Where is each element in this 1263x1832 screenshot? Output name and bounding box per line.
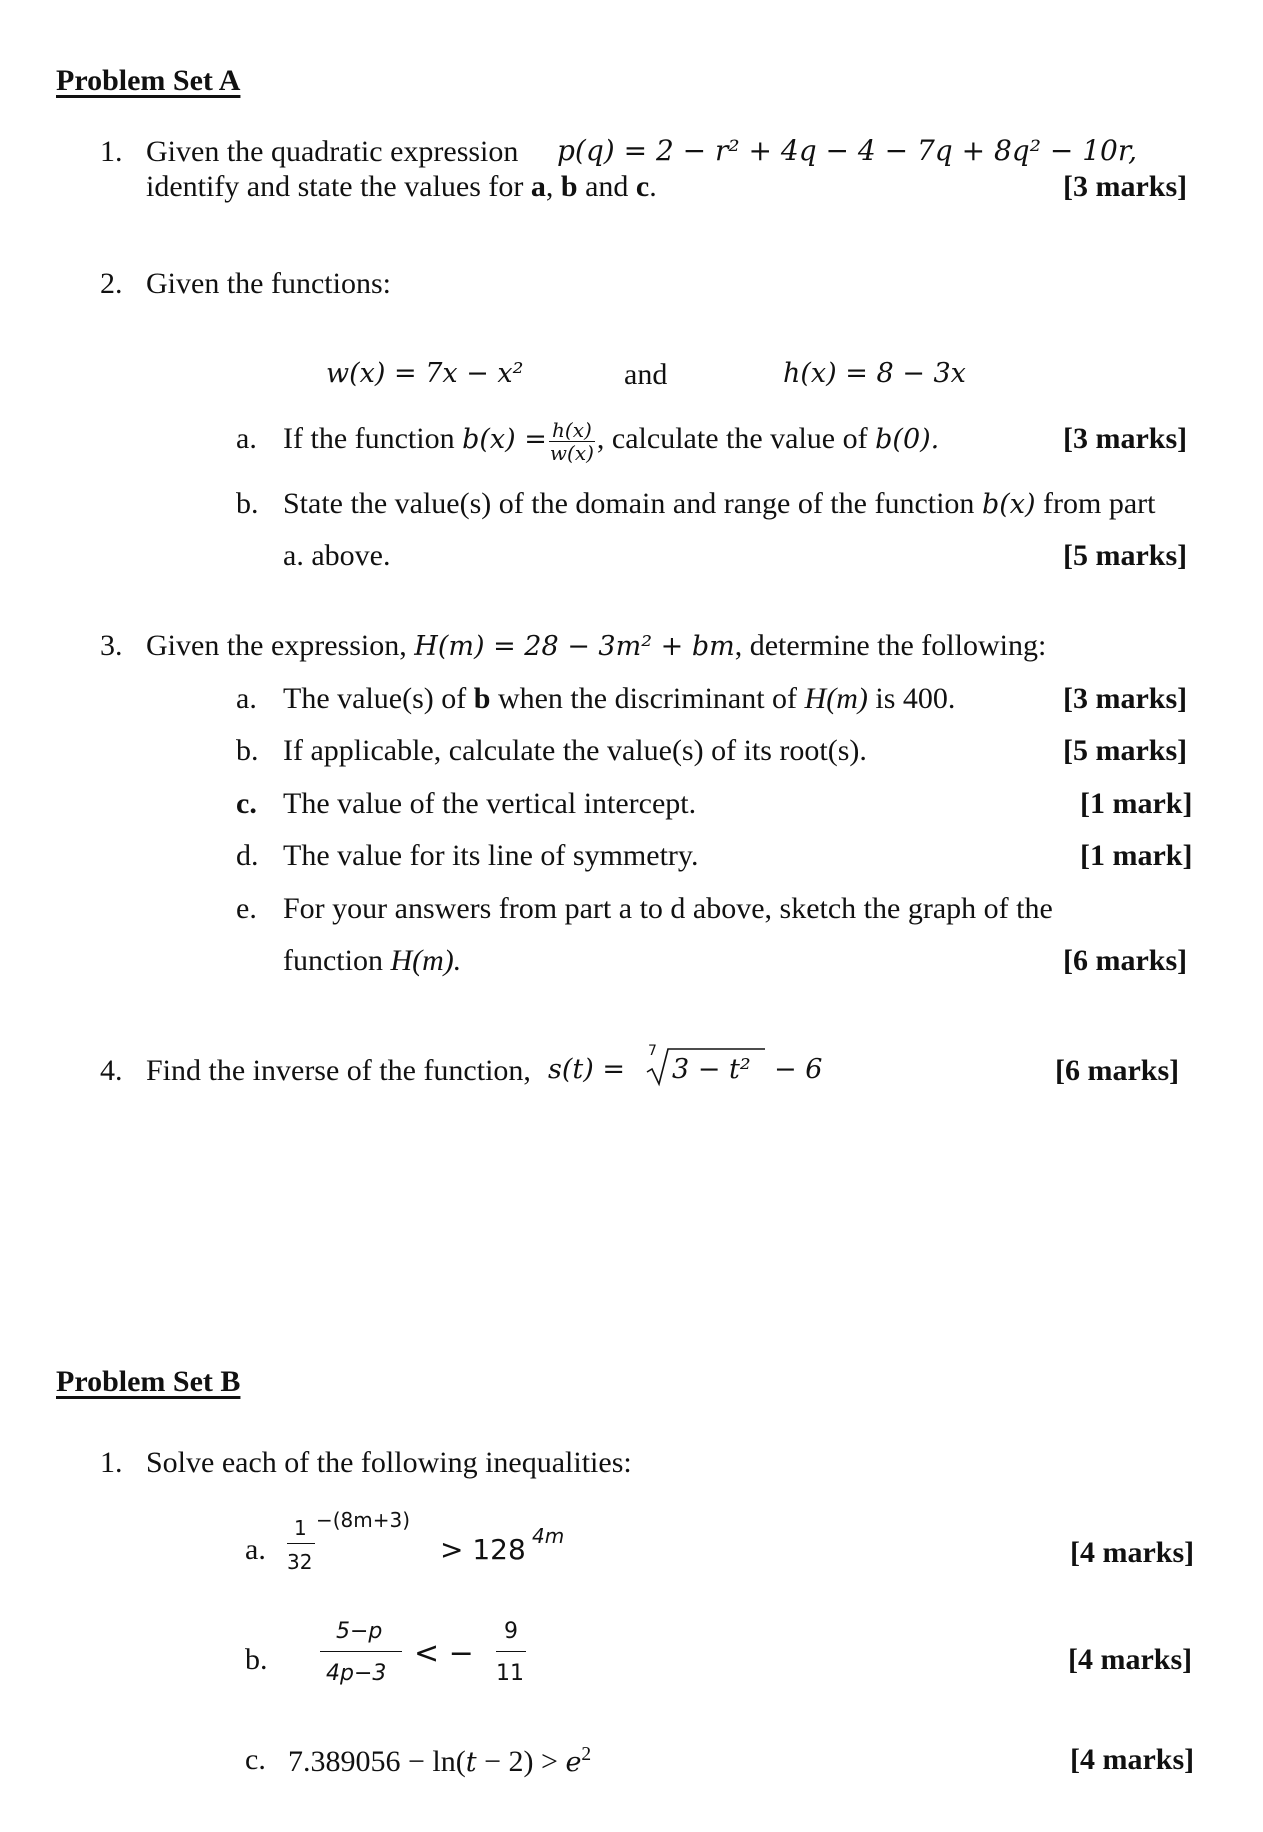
q1-number: 1. xyxy=(100,135,123,168)
q4-marks: [6 marks] xyxy=(1055,1054,1180,1087)
b-q1c-label: c. xyxy=(245,1743,266,1776)
b-q1b-denominator2: 11 xyxy=(496,1661,524,1686)
b-q1b-denominator: 4p−3 xyxy=(326,1661,387,1686)
q2-w-function: w(x) = 7x − x² xyxy=(326,358,524,389)
q2b-text: State the value(s) of the domain and range of the function b(x) from part xyxy=(283,487,1156,520)
b-q1a-label: a. xyxy=(245,1533,266,1566)
b-q1-intro: Solve each of the following inequalities: xyxy=(146,1446,632,1479)
q3b-marks: [5 marks] xyxy=(1063,734,1188,767)
problem-set-a-heading: Problem Set A xyxy=(56,64,241,97)
q4-radicand: 3 − t² xyxy=(672,1054,751,1085)
b-q1a-marks: [4 marks] xyxy=(1070,1536,1195,1569)
q3b-label: b. xyxy=(236,734,259,767)
q4-text: Find the inverse of the function, xyxy=(146,1054,531,1087)
q3e-text-line2: function H(m). xyxy=(283,944,462,977)
b-q1b-relation: < − xyxy=(414,1636,474,1671)
b-q1a-numerator: 1 xyxy=(294,1516,307,1540)
q2a-label: a. xyxy=(236,422,257,455)
b-q1a-denominator: 32 xyxy=(287,1550,313,1574)
b-q1c-expression: $7.389056 - \ln(t - 2) > e^2$ xyxy=(288,1744,592,1778)
b-q1a-inequality xyxy=(284,1510,604,1580)
q3c-marks: [1 mark] xyxy=(1080,787,1193,820)
q2-and: and xyxy=(624,358,668,391)
q3e-marks: [6 marks] xyxy=(1063,944,1188,977)
b-q1-number: 1. xyxy=(100,1446,123,1479)
q3-intro: Given the expression, H(m) = 28 − 3m² + bm, determine the following: xyxy=(146,629,1047,662)
q3a-text: The value(s) of b when the discriminant of H(m) is 400. xyxy=(283,682,956,715)
q3e-label: e. xyxy=(236,892,257,925)
q2-intro: Given the functions: xyxy=(146,267,391,300)
q2-h-function: h(x) = 8 − 3x xyxy=(783,358,966,389)
q3a-marks: [3 marks] xyxy=(1063,682,1188,715)
q2b-label: b. xyxy=(236,487,259,520)
q2a-fraction: $\frac{h(x)}{w(x)}$ xyxy=(549,417,594,465)
q3c-label: c. xyxy=(236,787,257,820)
b-q1b-marks: [4 marks] xyxy=(1068,1643,1193,1676)
q4-radical xyxy=(646,1044,766,1088)
b-q1b-numerator: 5−p xyxy=(336,1619,383,1644)
q3e-text: For your answers from part a to d above, sketch the graph of the xyxy=(283,892,1053,925)
q2a-text: If the function b(x) = $\frac{h(x)}{w(x)}$ , calculate the value of b(0). xyxy=(283,417,940,465)
b-q1a-rhs: > 128 xyxy=(440,1533,526,1566)
b-q1a-exponent: −(8m+3) xyxy=(316,1508,411,1532)
q2b-text-line2: a. above. xyxy=(283,539,391,572)
problem-set-b-heading: Problem Set B xyxy=(56,1365,241,1398)
q4-tail: − 6 xyxy=(774,1054,823,1085)
q1-text-line2: identify and state the values for a, b and c. xyxy=(146,170,657,203)
q1-marks: [3 marks] xyxy=(1063,170,1188,203)
q2b-marks: [5 marks] xyxy=(1063,539,1188,572)
q3b-text: If applicable, calculate the value(s) of its root(s). xyxy=(283,734,867,767)
q2-number: 2. xyxy=(100,267,123,300)
q3c-text: The value of the vertical intercept. xyxy=(283,787,697,820)
q4-function: s(t) = xyxy=(548,1054,625,1085)
b-q1b-label: b. xyxy=(245,1643,268,1676)
b-q1a-fraction-bar xyxy=(287,1543,315,1544)
q3-number: 3. xyxy=(100,629,123,662)
q3d-label: d. xyxy=(236,839,259,872)
b-q1b-fraction-bar2 xyxy=(496,1651,526,1652)
b-q1b-fraction-bar xyxy=(320,1651,402,1652)
q1-text-line1: Given the quadratic expression xyxy=(146,135,519,168)
b-q1c-marks: [4 marks] xyxy=(1070,1743,1195,1776)
q3a-label: a. xyxy=(236,682,257,715)
q3d-marks: [1 mark] xyxy=(1080,839,1193,872)
q4-root-index: 7 xyxy=(648,1043,657,1059)
b-q1b-inequality xyxy=(320,1615,540,1695)
q4-number: 4. xyxy=(100,1054,123,1087)
q2a-marks: [3 marks] xyxy=(1063,422,1188,455)
b-q1a-rhs-exponent: 4m xyxy=(532,1524,565,1548)
q3d-text: The value for its line of symmetry. xyxy=(283,839,699,872)
q1-expression: p(q) = 2 − r² + 4q − 4 − 7q + 8q² − 10r, xyxy=(557,134,1138,167)
b-q1b-numerator2: 9 xyxy=(504,1619,518,1644)
